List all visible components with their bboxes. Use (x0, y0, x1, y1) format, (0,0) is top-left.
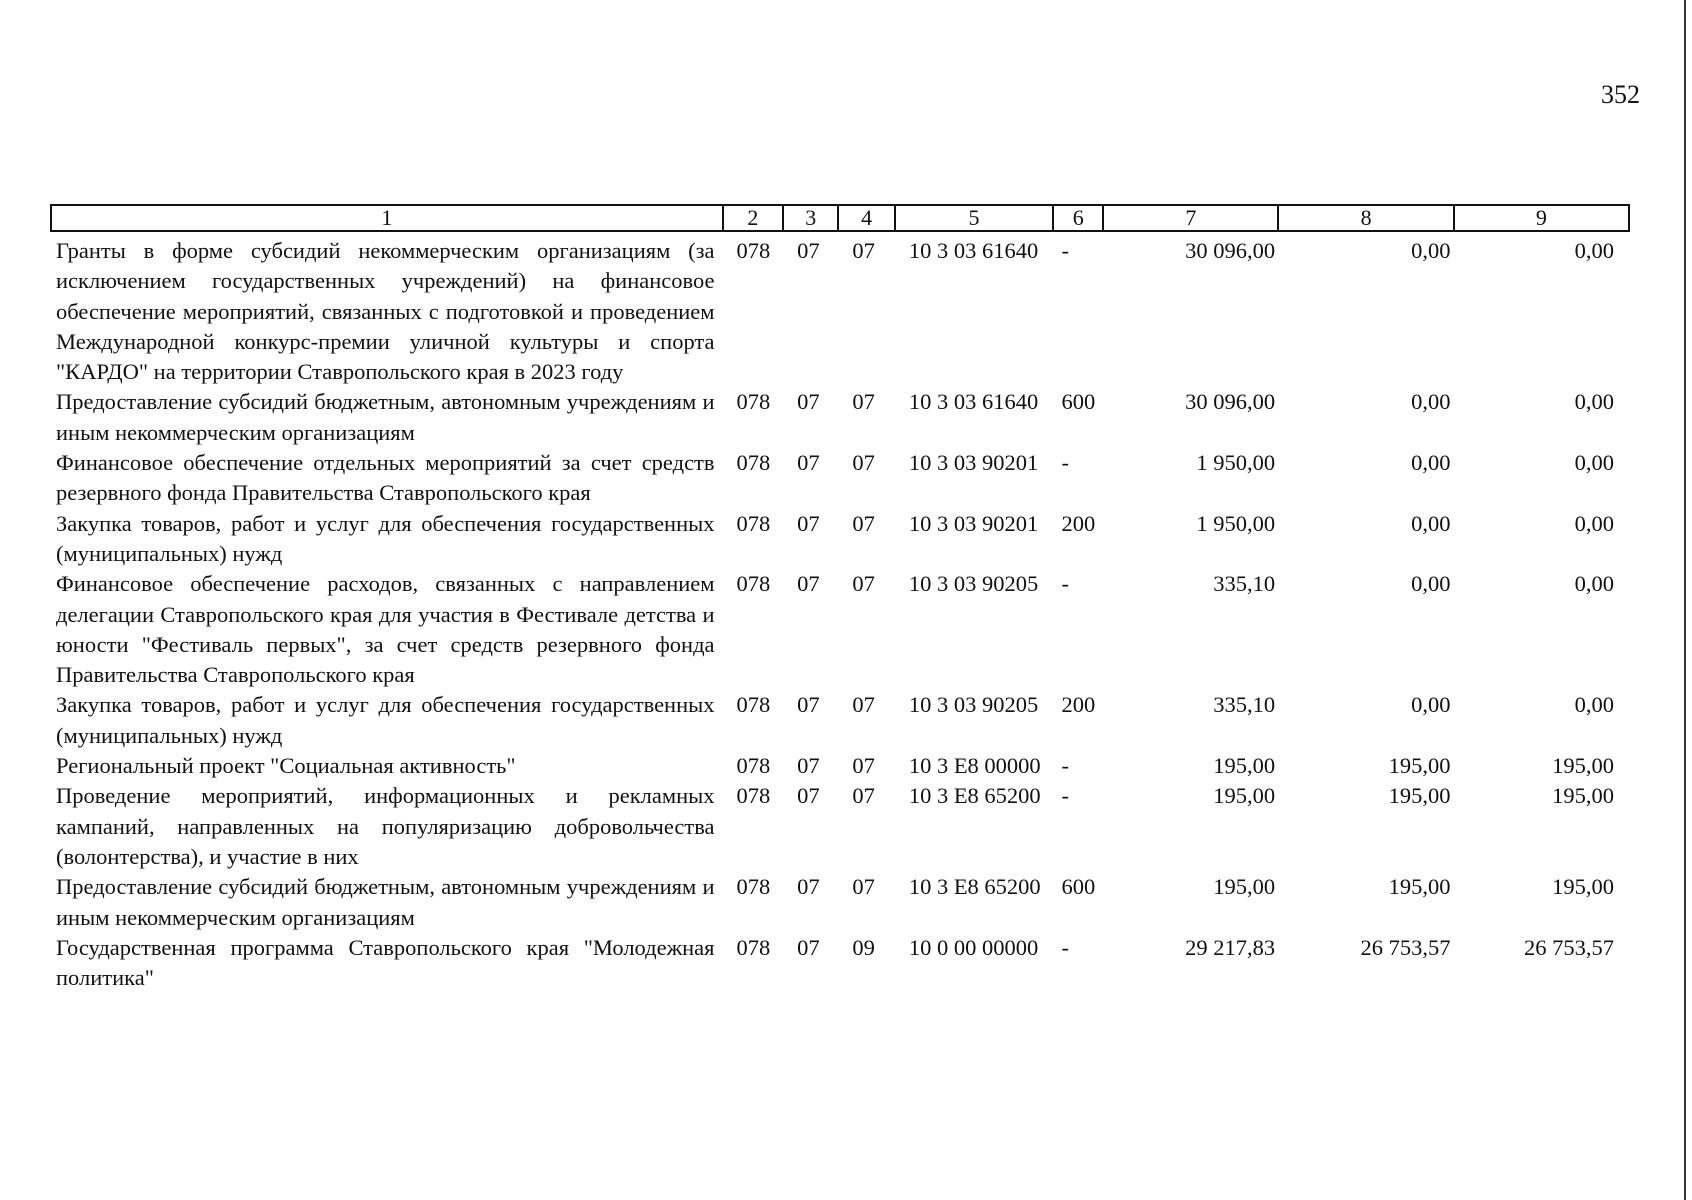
row-name: Закупка товаров, работ и услуг для обеспечения государственных (муниципальных) нужд (56, 692, 715, 748)
table-row (50, 569, 1630, 690)
row-amount-2023: 29 217,83 (1185, 934, 1276, 960)
row-name: Предоставление субсидий бюджетным, автономным учреждениям и иным некоммерческим организациям (56, 389, 715, 445)
row-target-article: 10 3 E8 65200 (908, 874, 1041, 900)
table-body (50, 236, 1630, 993)
row-expense-type: 600 (1061, 389, 1096, 415)
row-amount-2025: 0,00 (1574, 389, 1614, 415)
row-ministry-code: 078 (736, 510, 771, 536)
row-section-code: 07 (797, 389, 820, 415)
row-amount-2024: 195,00 (1388, 783, 1451, 809)
row-amount-2024: 0,00 (1411, 450, 1451, 476)
row-amount-2025: 0,00 (1574, 510, 1614, 536)
row-name: Предоставление субсидий бюджетным, автономным учреждениям и иным некоммерческим организациям (56, 874, 715, 930)
row-expense-type: 600 (1061, 874, 1096, 900)
row-ministry-code: 078 (736, 753, 771, 779)
row-section-code: 07 (797, 753, 820, 779)
row-amount-2024: 0,00 (1411, 510, 1451, 536)
row-section-code: 07 (797, 874, 820, 900)
header-row (51, 205, 1629, 231)
row-section-code: 07 (797, 692, 820, 718)
row-section-code: 07 (797, 238, 820, 263)
row-target-article: 10 0 00 00000 (908, 934, 1039, 960)
row-name: Финансовое обеспечение расходов, связанных с направлением делегации Ставропольского края для участия в Фестивале детства и юности "Фестиваль первых", за счет средств резервного фонда Правительства Ставропольского края (56, 571, 715, 688)
header-col-5: 5 (895, 205, 1054, 231)
row-subsection-code: 07 (852, 238, 875, 263)
table-row (50, 781, 1630, 872)
row-subsection-code: 07 (852, 692, 875, 718)
row-amount-2024: 26 753,57 (1360, 934, 1451, 960)
row-amount-2023: 195,00 (1213, 783, 1276, 809)
row-ministry-code: 078 (736, 692, 771, 718)
row-ministry-code: 078 (736, 238, 771, 263)
table-row (50, 690, 1630, 751)
row-section-code: 07 (797, 571, 820, 597)
row-target-article: 10 3 03 61640 (908, 238, 1039, 263)
row-subsection-code: 07 (852, 783, 875, 809)
row-amount-2025: 0,00 (1574, 450, 1614, 476)
row-subsection-code: 07 (852, 510, 875, 536)
row-expense-type: - (1061, 753, 1070, 779)
header-col-7: 7 (1103, 205, 1278, 231)
row-subsection-code: 07 (852, 389, 875, 415)
row-target-article: 10 3 E8 65200 (908, 783, 1041, 809)
row-target-article: 10 3 E8 00000 (908, 753, 1041, 779)
table-row (50, 236, 1630, 387)
row-ministry-code: 078 (736, 450, 771, 476)
page-number: 352 (1601, 80, 1640, 109)
row-amount-2023: 335,10 (1213, 692, 1276, 718)
row-ministry-code: 078 (736, 571, 771, 597)
row-expense-type: - (1061, 571, 1070, 597)
row-expense-type: - (1061, 934, 1070, 960)
row-name: Закупка товаров, работ и услуг для обеспечения государственных (муниципальных) нужд (56, 510, 715, 566)
row-subsection-code: 09 (852, 934, 875, 960)
row-target-article: 10 3 03 90201 (908, 450, 1039, 476)
row-amount-2025: 0,00 (1574, 571, 1614, 597)
scan-edge-line (1684, 0, 1686, 1200)
row-name: Финансовое обеспечение отдельных мероприятий за счет средств резервного фонда Правительства Ставропольского края (56, 450, 715, 506)
row-amount-2025: 0,00 (1574, 238, 1614, 263)
row-section-code: 07 (797, 783, 820, 809)
row-target-article: 10 3 03 90205 (908, 692, 1039, 718)
row-expense-type: 200 (1061, 692, 1096, 718)
row-ministry-code: 078 (736, 934, 771, 960)
row-section-code: 07 (797, 510, 820, 536)
row-subsection-code: 07 (852, 874, 875, 900)
row-target-article: 10 3 03 61640 (908, 389, 1039, 415)
row-amount-2025: 0,00 (1574, 692, 1614, 718)
row-amount-2024: 0,00 (1411, 571, 1451, 597)
column-header-table (50, 204, 1630, 232)
row-ministry-code: 078 (736, 874, 771, 900)
row-amount-2025: 195,00 (1552, 874, 1614, 900)
row-amount-2025: 195,00 (1552, 753, 1614, 779)
table-row (50, 872, 1630, 933)
table-row (50, 933, 1630, 994)
row-amount-2025: 26 753,57 (1524, 934, 1614, 960)
row-name: Региональный проект "Социальная активность" (56, 753, 516, 779)
row-subsection-code: 07 (852, 753, 875, 779)
header-col-3: 3 (783, 205, 838, 231)
row-amount-2023: 1 950,00 (1196, 450, 1276, 476)
header-col-2: 2 (723, 205, 783, 231)
row-section-code: 07 (797, 934, 820, 960)
header-col-9: 9 (1454, 205, 1629, 231)
row-amount-2023: 195,00 (1213, 874, 1276, 900)
row-amount-2023: 195,00 (1213, 753, 1276, 779)
budget-table (50, 236, 1630, 993)
row-expense-type: - (1061, 783, 1070, 809)
row-amount-2024: 195,00 (1388, 753, 1451, 779)
row-amount-2023: 335,10 (1213, 571, 1276, 597)
row-expense-type: - (1061, 450, 1070, 476)
row-section-code: 07 (797, 450, 820, 476)
row-amount-2023: 1 950,00 (1196, 510, 1276, 536)
header-col-8: 8 (1278, 205, 1453, 231)
row-expense-type: - (1061, 238, 1070, 263)
row-name: Гранты в форме субсидий некоммерческим организациям (за исключением государственных учреждений) на финансовое обеспечение мероприятий, связанных с подготовкой и проведением Международной конкурс-премии уличной культуры и спорта "КАРДО" на территории Ставропольского края в 2023 году (56, 238, 715, 385)
row-target-article: 10 3 03 90205 (908, 571, 1039, 597)
row-amount-2024: 0,00 (1411, 389, 1451, 415)
table-row (50, 448, 1630, 509)
header-col-1: 1 (51, 205, 723, 231)
row-amount-2025: 195,00 (1552, 783, 1614, 809)
row-amount-2023: 30 096,00 (1185, 389, 1276, 415)
row-amount-2024: 195,00 (1388, 874, 1451, 900)
row-amount-2023: 30 096,00 (1185, 238, 1276, 263)
row-amount-2024: 0,00 (1411, 238, 1451, 263)
row-target-article: 10 3 03 90201 (908, 510, 1039, 536)
header-col-6: 6 (1053, 205, 1103, 231)
table-row (50, 387, 1630, 448)
table-row (50, 751, 1630, 781)
header-col-4: 4 (838, 205, 894, 231)
row-subsection-code: 07 (852, 450, 875, 476)
row-ministry-code: 078 (736, 783, 771, 809)
row-amount-2024: 0,00 (1411, 692, 1451, 718)
row-expense-type: 200 (1061, 510, 1096, 536)
row-ministry-code: 078 (736, 389, 771, 415)
row-name: Государственная программа Ставропольского края "Молодежная политика" (56, 934, 715, 991)
row-name: Проведение мероприятий, информационных и рекламных кампаний, направленных на популяризацию добровольчества (волонтерства), и участие в них (56, 783, 715, 869)
row-subsection-code: 07 (852, 571, 875, 597)
table-row (50, 509, 1630, 570)
